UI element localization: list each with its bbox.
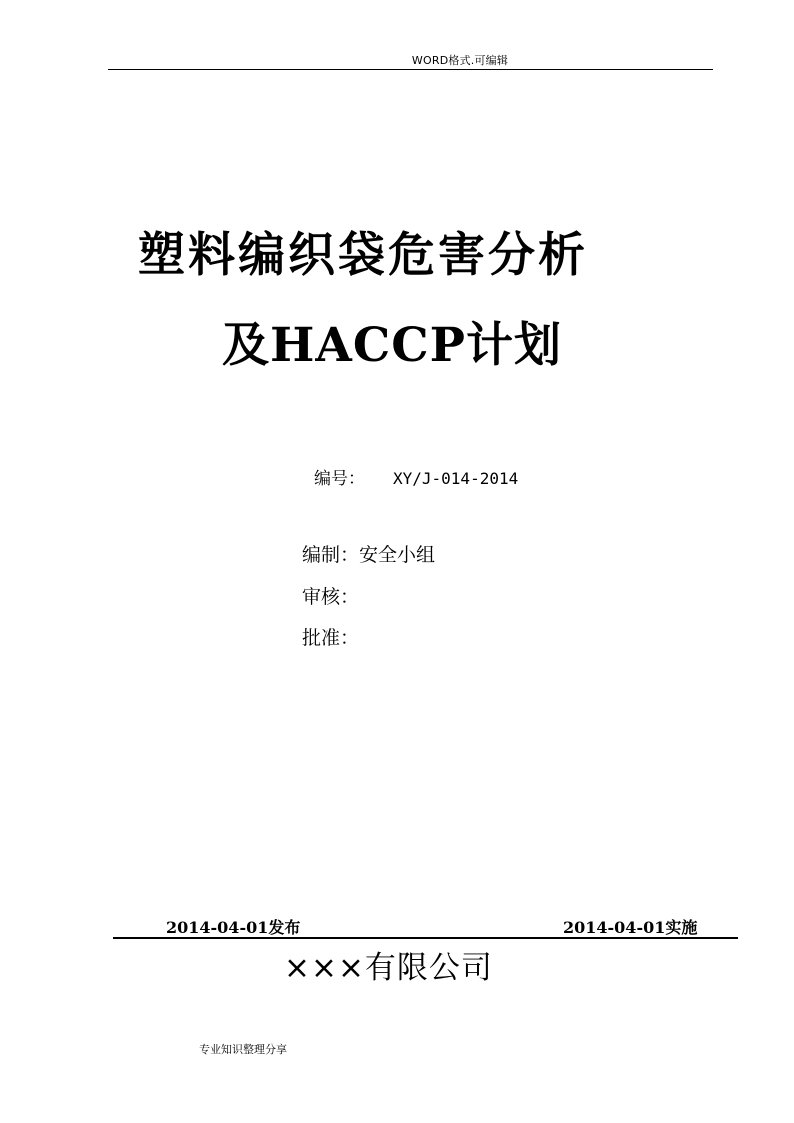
effective-date: 2014-04-01实施 — [563, 918, 698, 937]
prepared-by-line: 编制：安全小组 — [302, 544, 436, 566]
company-name: ×××有限公司 — [284, 950, 493, 986]
document-code-label: 编号： — [314, 469, 365, 489]
issue-date: 2014-04-01发布 — [166, 918, 301, 937]
document-title-line-1: 塑料编织袋危害分析 — [138, 228, 588, 283]
document-code — [314, 464, 518, 489]
footer-divider — [113, 937, 738, 939]
page-header-text: WORD格式.可编辑 — [411, 54, 509, 67]
header-divider — [108, 69, 713, 70]
document-title-line-2: 及HACCP计划 — [222, 318, 563, 373]
page-footer-text: 专业知识整理分享 — [199, 1043, 287, 1056]
document-code-value: XY/J-014-2014 — [393, 469, 519, 488]
reviewed-by-line: 审核： — [302, 586, 360, 608]
approved-by-line: 批准： — [302, 627, 360, 649]
